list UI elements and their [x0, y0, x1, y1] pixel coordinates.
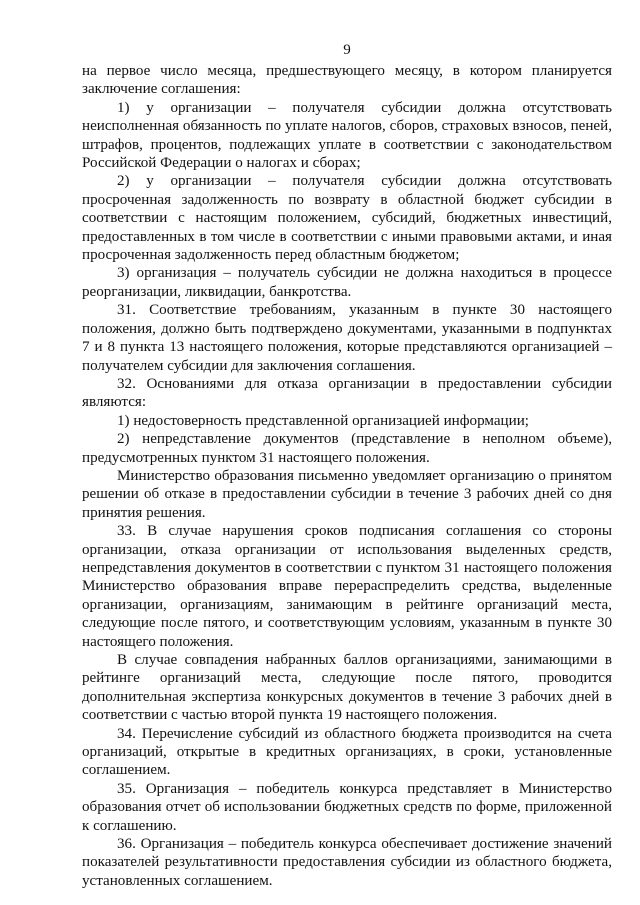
page-number: 9 [343, 42, 351, 58]
paragraph-requirement-3: 3) организация – получатель субсидии не должна находиться в процессе реорганизации, ликвидации, банкротства. [82, 265, 612, 300]
paragraph-clause-31: 31. Соответствие требованиям, указанным в пункте 30 настоящего положения, должно быть подтверждено документами, указанными в подпунктах 7 и 8 пункта 13 настоящего положения, которые представляются организацией – получателем субсидии для заключения соглашения. [82, 302, 612, 374]
paragraph-clause-34: 34. Перечисление субсидий из областного бюджета производится на счета организаций, открытые в кредитных организациях, в сроки, установленные соглашением. [82, 725, 612, 779]
paragraph-clause-35: 35. Организация – победитель конкурса представляет в Министерство образования отчет об использовании бюджетных средств по форме, приложенной к соглашению. [82, 780, 612, 834]
paragraph-clause-33: 33. В случае нарушения сроков подписания соглашения со стороны организации, отказа организации от использования выделенных средств, непредставления документов в соответствии с пунктом 31 настоящего положения Министерство образования вправе перераспределить средства, выделенные организации, организациям, занимающим в рейтинге организаций места, следующие после пятого, и соответствующим условиям, указанным в пункте 30 настоящего положения. [82, 523, 612, 650]
paragraph-refusal-ground-1: 1) недостоверность представленной организацией информации; [117, 412, 529, 429]
paragraph-clause-32: 32. Основаниями для отказа организации в предоставлении субсидии являются: [82, 375, 612, 411]
paragraph-score-tie: В случае совпадения набранных баллов организациями, занимающими в рейтинге организаций места, следующие после пятого, проводится дополнительная экспертиза конкурсных документов в течение 3 рабочих дней в соответствии с частью второй пункта 19 настоящего положения. [82, 652, 612, 724]
paragraph-requirement-2: 2) у организации – получателя субсидии должна отсутствовать просроченная задолженность по возврату в областной бюджет субсидии в соответствии с настоящим положением, субсидий, бюджетных инвестиций, предоставленных в том числе в соответствии с иными правовыми актами, и иная просроченная задолженность перед областным бюджетом; [82, 173, 612, 264]
paragraph-intro-continuation: на первое число месяца, предшествующего месяцу, в котором планируется заключение соглашения: [82, 63, 612, 98]
paragraph-clause-36: 36. Организация – победитель конкурса обеспечивает достижение значений показателей результативности предоставления субсидии из областного бюджета, установленных соглашением. [82, 836, 612, 889]
document-page [82, 41, 612, 890]
paragraph-requirement-1: 1) у организации – получателя субсидии должна отсутствовать неисполненная обязанность по уплате налогов, сборов, страховых взносов, пеней, штрафов, процентов, подлежащих уплате в соответствии с законодательством Российской Федерации о налогах и сборах; [82, 99, 612, 172]
paragraph-ministry-notice: Министерство образования письменно уведомляет организацию о принятом решении об отказе в предоставлении субсидии в течение 3 рабочих дней со дня принятия решения. [82, 467, 612, 521]
paragraph-refusal-ground-2: 2) непредставление документов (представление в неполном объеме), предусмотренных пунктом 31 настоящего положения. [82, 431, 612, 466]
